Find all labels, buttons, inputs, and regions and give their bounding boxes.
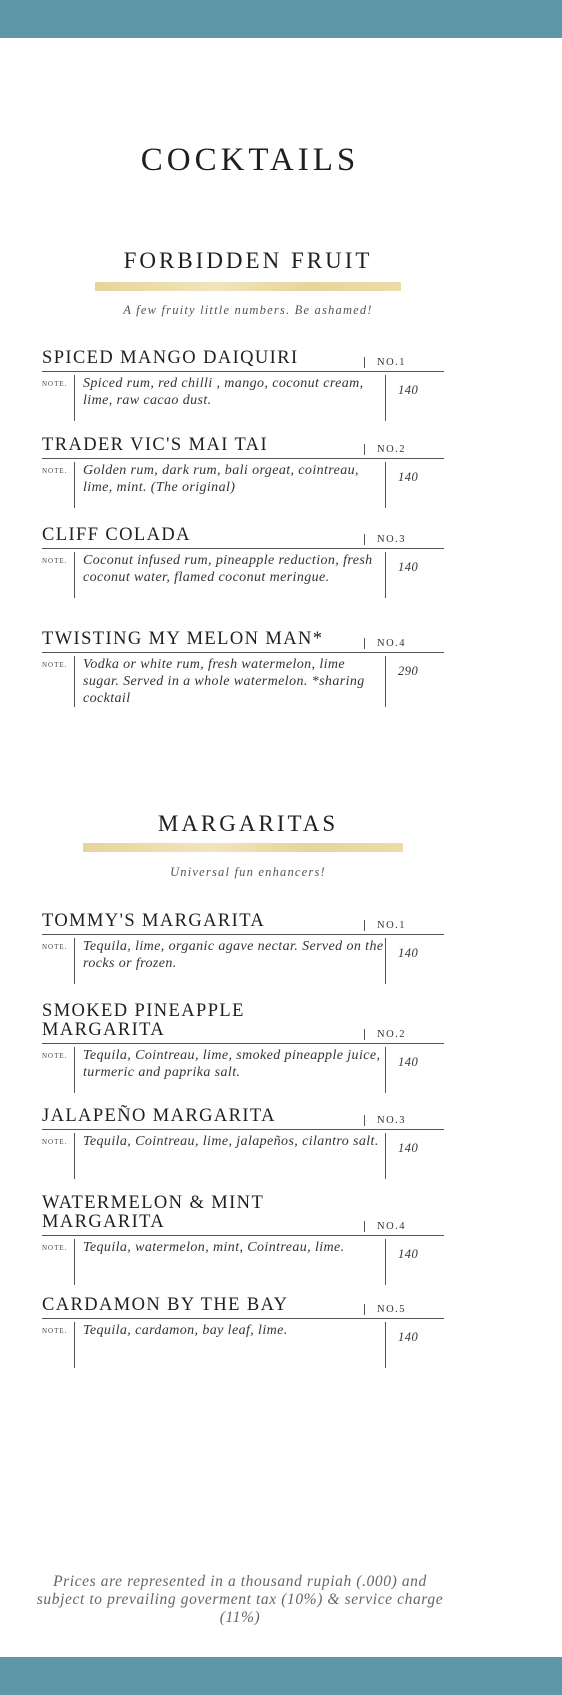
item-description: Tequila, watermelon, mint, Cointreau, lime. — [74, 1239, 385, 1285]
section-title-margaritas: MARGARITAS — [157, 811, 339, 836]
item-number: NO.2 — [364, 1029, 444, 1040]
item-body — [42, 459, 444, 508]
item-name: TWISTING MY MELON MAN* — [42, 629, 324, 649]
item-number: NO.1 — [364, 920, 444, 931]
section-tagline: Universal fun enhancers! — [170, 865, 326, 879]
item-name: TOMMY'S MARGARITA — [42, 911, 266, 931]
item-body — [42, 1044, 444, 1093]
item-header — [42, 349, 444, 372]
item-price: 290 — [385, 656, 418, 707]
item-name: TRADER VIC'S MAI TAI — [42, 435, 268, 455]
item-name: CLIFF COLADA — [42, 525, 191, 545]
item-description: Coconut infused rum, pineapple reduction, fresh coconut water, flamed coconut meringue. — [74, 552, 385, 598]
item-body — [42, 1130, 444, 1179]
menu-item — [42, 436, 444, 508]
item-name: SPICED MANGO DAIQUIRI — [42, 348, 299, 368]
item-body — [42, 372, 444, 421]
note-label: NOTE. — [42, 1244, 68, 1252]
item-body — [42, 1319, 444, 1368]
item-description: Tequila, lime, organic agave nectar. Served on the rocks or frozen. — [74, 938, 385, 984]
item-number: NO.4 — [364, 1221, 444, 1232]
item-body — [42, 653, 444, 707]
note-label: NOTE. — [42, 1327, 68, 1335]
item-price: 140 — [385, 1322, 418, 1368]
menu-item — [42, 630, 444, 707]
item-number: NO.3 — [364, 1115, 444, 1126]
item-body — [42, 935, 444, 984]
item-description: Tequila, Cointreau, lime, smoked pineapple juice, turmeric and paprika salt. — [74, 1047, 385, 1093]
item-number: NO.1 — [364, 357, 444, 368]
menu-item — [42, 526, 444, 598]
note-label: NOTE. — [42, 1138, 68, 1146]
item-header — [42, 630, 444, 653]
gold-divider — [83, 843, 403, 852]
gold-divider — [95, 282, 401, 291]
item-price: 140 — [385, 938, 418, 984]
note-label: NOTE. — [42, 380, 68, 388]
note-label: NOTE. — [42, 467, 68, 475]
item-price: 140 — [385, 1047, 418, 1093]
menu-item — [42, 1194, 444, 1285]
item-name: CARDAMON BY THE BAY — [42, 1295, 289, 1315]
item-number: NO.2 — [364, 444, 444, 455]
item-price: 140 — [385, 462, 418, 508]
section-title-forbidden-fruit: FORBIDDEN FRUIT — [123, 248, 373, 273]
footer-note: Prices are represented in a thousand rupiah (.000) and subject to prevailing goverment tax (10%) & service charge (11%) — [36, 1573, 444, 1626]
item-name: SMOKED PINEAPPLE MARGARITA — [42, 1001, 245, 1040]
item-number: NO.4 — [364, 638, 444, 649]
page-title: COCKTAILS — [140, 142, 360, 178]
menu-item — [42, 912, 444, 984]
item-number: NO.3 — [364, 534, 444, 545]
item-body — [42, 1236, 444, 1285]
bottom-color-bar — [0, 1657, 562, 1695]
item-header — [42, 1107, 444, 1130]
top-color-bar — [0, 0, 562, 38]
item-price: 140 — [385, 552, 418, 598]
note-label: NOTE. — [42, 943, 68, 951]
menu-item — [42, 1296, 444, 1368]
item-price: 140 — [385, 1239, 418, 1285]
note-label: NOTE. — [42, 661, 68, 669]
item-header — [42, 526, 444, 549]
item-description: Spiced rum, red chilli , mango, coconut cream, lime, raw cacao dust. — [74, 375, 385, 421]
menu-item — [42, 349, 444, 421]
item-header — [42, 1002, 444, 1044]
item-price: 140 — [385, 1133, 418, 1179]
note-label: NOTE. — [42, 557, 68, 565]
menu-item — [42, 1002, 444, 1093]
item-number: NO.5 — [364, 1304, 444, 1315]
item-header — [42, 1296, 444, 1319]
item-name: WATERMELON & MINT MARGARITA — [42, 1193, 264, 1232]
item-description: Tequila, cardamon, bay leaf, lime. — [74, 1322, 385, 1368]
item-header — [42, 1194, 444, 1236]
item-header — [42, 912, 444, 935]
item-name: JALAPEÑO MARGARITA — [42, 1106, 276, 1126]
item-price: 140 — [385, 375, 418, 421]
item-body — [42, 549, 444, 598]
item-description: Golden rum, dark rum, bali orgeat, cointreau, lime, mint. (The original) — [74, 462, 385, 508]
section-tagline: A few fruity little numbers. Be ashamed! — [123, 303, 373, 317]
item-description: Vodka or white rum, fresh watermelon, lime sugar. Served in a whole watermelon. *sharing cocktail — [74, 656, 385, 707]
item-description: Tequila, Cointreau, lime, jalapeños, cilantro salt. — [74, 1133, 385, 1179]
note-label: NOTE. — [42, 1052, 68, 1060]
item-header — [42, 436, 444, 459]
menu-item — [42, 1107, 444, 1179]
